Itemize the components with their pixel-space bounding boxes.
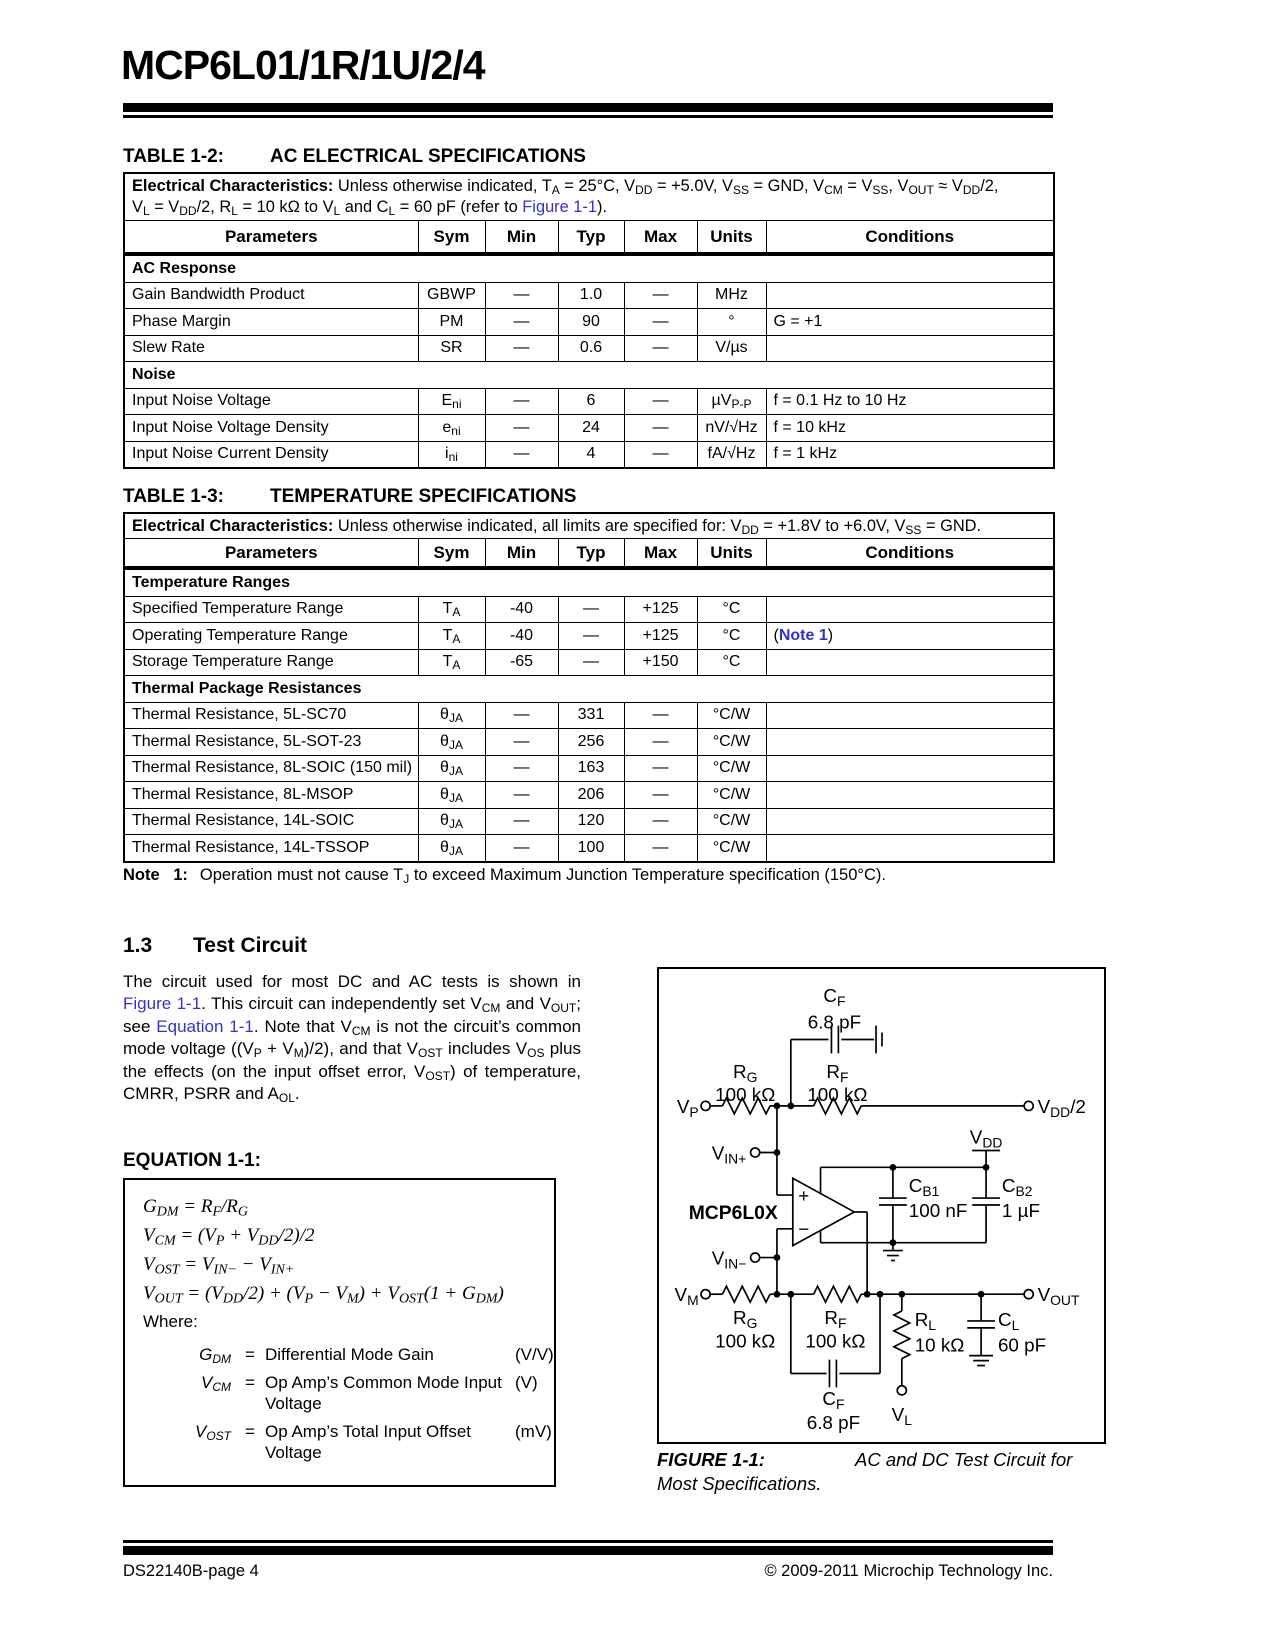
- cell-units: °C/W: [697, 782, 766, 809]
- test-circuit-diagram: [659, 969, 1104, 1442]
- cell-max: +150: [624, 649, 697, 676]
- cell-units: °C: [697, 649, 766, 676]
- cell-min: —: [485, 335, 558, 362]
- cell-units: °C/W: [697, 808, 766, 835]
- page-title: MCP6L01/1R/1U/2/4: [121, 42, 485, 88]
- terminal-vl: [897, 1386, 906, 1395]
- resistor-rl: [894, 1311, 910, 1359]
- opamp-plus-input: +: [798, 1185, 810, 1207]
- cell-param: Thermal Resistance, 5L-SC70: [124, 702, 418, 729]
- table-row: [124, 309, 1054, 336]
- table-section-row: [124, 254, 1054, 282]
- section-title: Test Circuit: [193, 934, 307, 957]
- definition-unit: (mV): [515, 1422, 552, 1441]
- label-rf-bottom: $R_F$: [824, 1306, 847, 1331]
- cell-sym: $T_A$: [418, 623, 485, 650]
- ec-line: Electrical Characteristics: Unless otherwise indicated, all limits are specified for: $V_{DD} = +1.8V$ to +6.0V, $V_{SS}$ = GND.: [132, 516, 982, 537]
- footer-rule-thick: [123, 1546, 1053, 1555]
- label-vdd2: $V_{DD}/2$: [1037, 1095, 1086, 1120]
- definition-term: $V_{CM}$: [200, 1373, 231, 1394]
- cell-typ: 163: [558, 755, 624, 782]
- table-section-row: [124, 676, 1054, 703]
- section-label: Thermal Package Resistances: [124, 676, 1054, 703]
- figure-1-1-box: [657, 967, 1106, 1444]
- cell-units: fA/√Hz: [697, 441, 766, 468]
- definition-description: Op Amp’s Total Input Offset Voltage: [265, 1422, 472, 1462]
- resistor-rf-bottom: [814, 1286, 862, 1302]
- table-row: [124, 649, 1054, 676]
- cell-cond: [766, 755, 1054, 782]
- value-cf-top: 6.8 pF: [807, 1011, 862, 1033]
- cell-cond: G = +1: [766, 309, 1054, 336]
- section-body-paragraph: The circuit used for most DC and AC tests is shown in Figure 1-1. This circuit can independently set $V_{CM}$ and $V_{OUT}$; see Equation 1-1. Note that $V_{CM}$ is not the circuit’s common mode voltage $((V_P + V_M)/2)$, and that $V_{OST}$ includes $V_{OS}$ plus the effects (on the input offset error, $V_{OST}$) of temperature, CMRR, PSRR and $A_{OL}$.: [123, 972, 581, 1106]
- cell-typ: 206: [558, 782, 624, 809]
- table-row: [124, 282, 1054, 309]
- cross-reference-link[interactable]: Figure 1-1: [123, 994, 202, 1014]
- table-1-2-heading: AC ELECTRICAL SPECIFICATIONS: [270, 146, 586, 167]
- terminal-vin-plus: [751, 1148, 760, 1157]
- cell-typ: —: [558, 623, 624, 650]
- cell-typ: 24: [558, 415, 624, 442]
- terminal-vdd2: [1024, 1101, 1033, 1110]
- cell-sym: $\theta_{JA}$: [418, 782, 485, 809]
- table-row: [124, 335, 1054, 362]
- figure-caption-label: FIGURE 1-1:: [657, 1449, 765, 1470]
- column-header: Units: [697, 221, 766, 255]
- footer-rule-thin: [123, 1540, 1053, 1543]
- table-1-2-label: TABLE 1-2:: [123, 146, 224, 167]
- label-cb1: $C_{B1}$: [908, 1175, 940, 1200]
- value-cl: 60 pF: [997, 1334, 1047, 1356]
- column-header-row: [124, 221, 1054, 255]
- cell-units: µV$_{P-P}$: [697, 388, 766, 415]
- label-vin-plus: $V_{IN+}$: [711, 1142, 747, 1167]
- cell-max: —: [624, 808, 697, 835]
- cell-typ: 6: [558, 388, 624, 415]
- column-header-row: [124, 539, 1054, 569]
- equation-definitions: [143, 1344, 554, 1463]
- cell-typ: 4: [558, 441, 624, 468]
- value-rg-top: 100 kΩ: [715, 1083, 776, 1105]
- cell-cond: [766, 282, 1054, 309]
- cell-sym: PM: [418, 309, 485, 336]
- cell-cond: [766, 782, 1054, 809]
- cell-max: —: [624, 782, 697, 809]
- ec-header-row: [124, 513, 1054, 539]
- cell-typ: 120: [558, 808, 624, 835]
- label-rg-bottom: $R_G$: [733, 1306, 758, 1331]
- cell-max: —: [624, 309, 697, 336]
- cell-units: °: [697, 309, 766, 336]
- terminal-vm: [701, 1290, 710, 1299]
- definition-unit: (V/V): [515, 1345, 554, 1364]
- cell-sym: $\theta_{JA}$: [418, 755, 485, 782]
- cell-min: —: [485, 755, 558, 782]
- cell-units: V/µs: [697, 335, 766, 362]
- cell-param: Operating Temperature Range: [124, 623, 418, 650]
- cell-max: +125: [624, 596, 697, 623]
- value-cb2: 1 µF: [1001, 1199, 1040, 1221]
- definition-description: Op Amp’s Common Mode Input Voltage: [265, 1373, 502, 1413]
- cell-min: —: [485, 782, 558, 809]
- cell-units: °C/W: [697, 702, 766, 729]
- column-header: Conditions: [766, 539, 1054, 569]
- cell-max: —: [624, 415, 697, 442]
- label-rf-top: $R_F$: [826, 1061, 849, 1086]
- header-rule-thin: [123, 115, 1053, 118]
- cell-sym: $i_{ni}$: [418, 441, 485, 468]
- column-header: Sym: [418, 221, 485, 255]
- column-header: Typ: [558, 539, 624, 569]
- definition-description: Differential Mode Gain: [265, 1345, 434, 1364]
- resistor-rg-bottom: [722, 1286, 770, 1302]
- cell-param: Input Noise Current Density: [124, 441, 418, 468]
- cell-typ: 100: [558, 835, 624, 862]
- cell-sym: $\theta_{JA}$: [418, 729, 485, 756]
- electrical-characteristics-note: [124, 513, 1054, 539]
- cell-param: Storage Temperature Range: [124, 649, 418, 676]
- opamp-minus-input: −: [798, 1218, 810, 1240]
- table-row: [124, 388, 1054, 415]
- definition-term: $G_{DM}$: [199, 1345, 231, 1366]
- cell-sym: $e_{ni}$: [418, 415, 485, 442]
- cell-param: Thermal Resistance, 5L-SOT-23: [124, 729, 418, 756]
- table-row: [124, 782, 1054, 809]
- equation-where-label: Where:: [143, 1312, 198, 1331]
- value-rl: 10 kΩ: [914, 1334, 965, 1356]
- cell-sym: $\theta_{JA}$: [418, 702, 485, 729]
- cell-min: -65: [485, 649, 558, 676]
- cell-max: —: [624, 335, 697, 362]
- ec-line: $V_L = V_{DD}/2$, $R_L = 10$ kΩ to $V_L$ and $C_L = 60$ pF (refer to Figure 1-1).: [132, 198, 608, 218]
- cell-sym: $E_{ni}$: [418, 388, 485, 415]
- cell-min: —: [485, 808, 558, 835]
- label-vout: $V_{OUT}$: [1037, 1284, 1080, 1309]
- cell-typ: —: [558, 596, 624, 623]
- ac-electrical-specs-table: [123, 172, 1055, 469]
- cell-param: Phase Margin: [124, 309, 418, 336]
- cell-min: —: [485, 282, 558, 309]
- table-1-3-title: [123, 486, 576, 508]
- cell-param: Slew Rate: [124, 335, 418, 362]
- cell-min: —: [485, 415, 558, 442]
- cell-cond: [766, 649, 1054, 676]
- table-row: [124, 415, 1054, 442]
- equation-line: $V_{OUT} = (V_{DD}/2) + (V_P - V_M) + V_{OST}(1 + G_{DM})$: [143, 1283, 504, 1307]
- equation-box: [123, 1178, 556, 1487]
- table-1-3-heading: TEMPERATURE SPECIFICATIONS: [270, 486, 577, 507]
- cell-min: —: [485, 835, 558, 862]
- value-cb1: 100 nF: [908, 1199, 968, 1221]
- cell-min: —: [485, 441, 558, 468]
- equation-definition-row: [143, 1344, 554, 1366]
- cell-typ: 1.0: [558, 282, 624, 309]
- section-label: Noise: [124, 362, 1054, 389]
- section-label: AC Response: [124, 254, 1054, 282]
- cell-units: °C/W: [697, 835, 766, 862]
- cell-param: Thermal Resistance, 14L-SOIC: [124, 808, 418, 835]
- cell-typ: 331: [558, 702, 624, 729]
- cell-max: —: [624, 702, 697, 729]
- cell-typ: —: [558, 649, 624, 676]
- cell-min: —: [485, 309, 558, 336]
- cell-units: nV/√Hz: [697, 415, 766, 442]
- cell-max: —: [624, 755, 697, 782]
- value-rf-bottom: 100 kΩ: [805, 1330, 866, 1352]
- cell-units: °C/W: [697, 729, 766, 756]
- cell-sym: $T_A$: [418, 596, 485, 623]
- cell-min: -40: [485, 596, 558, 623]
- definition-unit: (V): [515, 1373, 538, 1392]
- cell-param: Gain Bandwidth Product: [124, 282, 418, 309]
- terminal-vin-minus: [751, 1253, 760, 1262]
- label-vp: $V_P$: [676, 1095, 699, 1120]
- column-header: Typ: [558, 221, 624, 255]
- cell-max: —: [624, 282, 697, 309]
- table-row: [124, 623, 1054, 650]
- cross-reference-link[interactable]: Figure 1-1: [522, 198, 597, 216]
- column-header: Min: [485, 539, 558, 569]
- cell-min: —: [485, 702, 558, 729]
- table-row: [124, 441, 1054, 468]
- cell-cond: (Note 1): [766, 623, 1054, 650]
- column-header: Min: [485, 221, 558, 255]
- cell-units: °C/W: [697, 755, 766, 782]
- cell-sym: $\theta_{JA}$: [418, 835, 485, 862]
- label-vl: $V_L$: [891, 1404, 912, 1429]
- header-rule-thick: [123, 103, 1053, 112]
- figure-caption-text: AC and DC Test Circuit for Most Specifications.: [657, 1449, 1073, 1494]
- cell-sym: GBWP: [418, 282, 485, 309]
- cell-typ: 256: [558, 729, 624, 756]
- cell-max: +125: [624, 623, 697, 650]
- cell-cond: [766, 835, 1054, 862]
- label-cl: $C_L$: [997, 1308, 1020, 1333]
- cell-cond: [766, 729, 1054, 756]
- cell-cond: f = 0.1 Hz to 10 Hz: [766, 388, 1054, 415]
- column-header: Parameters: [124, 539, 418, 569]
- cell-cond: f = 1 kHz: [766, 441, 1054, 468]
- table-note-1: [123, 866, 1053, 885]
- cell-max: —: [624, 441, 697, 468]
- cell-units: °C: [697, 596, 766, 623]
- cell-param: Thermal Resistance, 8L-SOIC (150 mil): [124, 755, 418, 782]
- label-cf-top: $C_F$: [823, 984, 846, 1009]
- cell-typ: 90: [558, 309, 624, 336]
- section-number: 1.3: [123, 934, 153, 957]
- equation-line: $V_{OST} = V_{IN-} - V_{IN+}$: [143, 1254, 295, 1278]
- column-header: Units: [697, 539, 766, 569]
- cell-units: MHz: [697, 282, 766, 309]
- cell-max: —: [624, 388, 697, 415]
- figure-caption: [657, 1448, 1107, 1496]
- equation-lines: [143, 1192, 544, 1308]
- cell-cond: [766, 702, 1054, 729]
- definition-equals: =: [245, 1345, 255, 1364]
- column-header: Max: [624, 539, 697, 569]
- table-row: [124, 835, 1054, 862]
- equation-label: EQUATION 1-1:: [123, 1150, 261, 1171]
- value-rf-top: 100 kΩ: [807, 1083, 868, 1105]
- cell-cond: [766, 335, 1054, 362]
- column-header: Conditions: [766, 221, 1054, 255]
- cell-cond: [766, 808, 1054, 835]
- table-1-2-title: [123, 146, 586, 168]
- cell-param: Thermal Resistance, 8L-MSOP: [124, 782, 418, 809]
- table-row: [124, 755, 1054, 782]
- cell-min: —: [485, 729, 558, 756]
- ec-line: Electrical Characteristics: Unless otherwise indicated, $T_A = 25^\circ C$, $V_{DD} = +5.0V$, $V_{SS}$ = GND, $V_{CM} = V_{SS}$, $V_{OUT} \approx V_{DD}/2$,: [132, 177, 999, 197]
- label-opamp-part: MCP6L0X: [688, 1202, 778, 1224]
- column-header: Parameters: [124, 221, 418, 255]
- cell-units: °C: [697, 623, 766, 650]
- column-header: Sym: [418, 539, 485, 569]
- label-rg-top: $R_G$: [733, 1061, 758, 1086]
- cell-param: Input Noise Voltage Density: [124, 415, 418, 442]
- cell-typ: 0.6: [558, 335, 624, 362]
- footer-copyright: © 2009-2011 Microchip Technology Inc.: [764, 1562, 1053, 1580]
- cell-sym: $\theta_{JA}$: [418, 808, 485, 835]
- label-vdd: $V_{DD}$: [969, 1126, 1003, 1151]
- cell-min: -40: [485, 623, 558, 650]
- section-heading: [123, 934, 307, 958]
- cell-cond: f = 10 kHz: [766, 415, 1054, 442]
- label-vm: $V_M$: [674, 1284, 699, 1309]
- label-cb2: $C_{B2}$: [1001, 1175, 1033, 1200]
- equation-definition-row: [143, 1372, 544, 1414]
- equation-line: $V_{CM} = (V_P + V_{DD}/2)/2$: [143, 1225, 315, 1249]
- cell-sym: $T_A$: [418, 649, 485, 676]
- cell-param: Input Noise Voltage: [124, 388, 418, 415]
- table-row: [124, 702, 1054, 729]
- table-row: [124, 729, 1054, 756]
- equation-line: $G_{DM} = R_F/R_G$: [143, 1196, 249, 1220]
- cell-max: —: [624, 835, 697, 862]
- cell-param: Thermal Resistance, 14L-TSSOP: [124, 835, 418, 862]
- cell-max: —: [624, 729, 697, 756]
- table-row: [124, 808, 1054, 835]
- table-row: [124, 596, 1054, 623]
- ec-header-row: [124, 173, 1054, 221]
- table-section-row: [124, 568, 1054, 596]
- table-section-row: [124, 362, 1054, 389]
- definition-equals: =: [245, 1422, 255, 1441]
- column-header: Max: [624, 221, 697, 255]
- equation-definition-row: [143, 1421, 552, 1463]
- section-label: Temperature Ranges: [124, 568, 1054, 596]
- electrical-characteristics-note: [124, 173, 1054, 221]
- label-rl: $R_L$: [914, 1308, 937, 1333]
- cell-sym: SR: [418, 335, 485, 362]
- value-rg-bottom: 100 kΩ: [715, 1330, 776, 1352]
- footer-page-number: DS22140B-page 4: [123, 1562, 259, 1580]
- value-cf-bottom: 6.8 pF: [806, 1411, 861, 1433]
- definition-equals: =: [245, 1373, 255, 1392]
- terminal-vp: [701, 1101, 710, 1110]
- label-vin-minus: $V_{IN-}$: [711, 1247, 747, 1272]
- label-cf-bottom: $C_F$: [822, 1388, 845, 1413]
- table-1-3-label: TABLE 1-3:: [123, 486, 224, 507]
- definition-term: $V_{OST}$: [194, 1422, 231, 1443]
- temperature-specs-table: [123, 512, 1055, 863]
- cell-min: —: [485, 388, 558, 415]
- terminal-vout: [1024, 1290, 1033, 1299]
- cell-cond: [766, 596, 1054, 623]
- cross-reference-link[interactable]: Note 1: [778, 626, 828, 644]
- cross-reference-link[interactable]: Equation 1-1: [156, 1016, 254, 1036]
- note-label: Note 1:: [123, 866, 188, 884]
- cell-param: Specified Temperature Range: [124, 596, 418, 623]
- note-text: Operation must not cause $T_J$ to exceed Maximum Junction Temperature specification (150°C).: [199, 866, 886, 886]
